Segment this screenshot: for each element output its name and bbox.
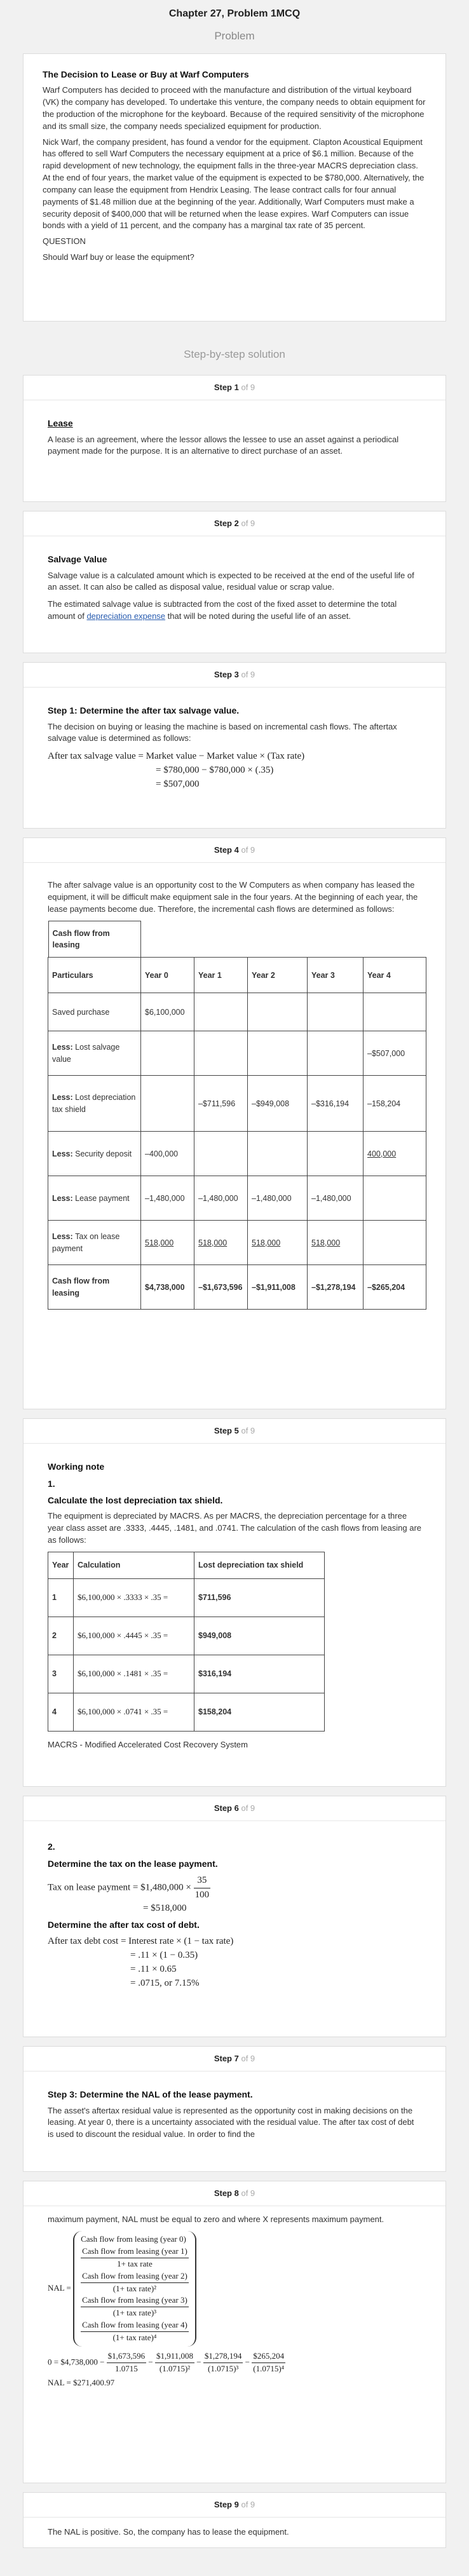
table-row: 3 $6,100,000 × .1481 × .35 = $316,194: [48, 1655, 325, 1693]
step-header: [24, 838, 445, 863]
step-count: of 9: [241, 2188, 255, 2199]
table-total-row: Cash flow from leasing $4,738,000 –$1,673,596 –$1,911,008 –$1,278,194 –$265,204: [48, 1265, 426, 1310]
step-text: The equipment is depreciated by MACRS. As per MACRS, the depreciation percentage for a three year class asset are .3333, .4445, .1481, and .0741. The calculation of the cash flows from leasing are as follows:: [48, 1511, 422, 1545]
step-header: [24, 663, 445, 688]
step-number: Step 1: [214, 383, 239, 393]
step-number: Step 5: [214, 1426, 239, 1436]
step-body: [24, 2071, 445, 2159]
step-body: [24, 863, 445, 1322]
step-header: [24, 1419, 445, 1444]
problem-heading: Problem: [214, 30, 255, 43]
step-body: [24, 400, 445, 475]
step-title: Determine the tax on the lease payment.: [48, 1858, 218, 1869]
table-row: Less: Security deposit –400,000 400,000: [48, 1132, 426, 1176]
problem-paragraph: Warf Computers has decided to proceed with the manufacture and distribution of the virtual keyboard (VK) the company has developed. To undertake this venture, the company needs to obtain equipment for the production of the microphone for the keyboard. Because of the required sensitivity of the microphone and its small size, the company needs specialized equipment for production.: [43, 85, 426, 131]
table-row: 4 $6,100,000 × .0741 × .35 = $158,204: [48, 1693, 325, 1731]
question-text: Should Warf buy or lease the equipment?: [43, 252, 194, 262]
step-number: Step 9: [214, 2500, 239, 2510]
step-title: Step 3: Determine the NAL of the lease payment.: [48, 2089, 253, 2100]
table-row: 1 $6,100,000 × .3333 × .35 = $711,596: [48, 1578, 325, 1617]
step-header: [24, 376, 445, 400]
step-card: [23, 662, 446, 829]
step-card: [23, 1418, 446, 1787]
step-text: A lease is an agreement, where the lessor allows the lessee to use an asset against a periodical payment made for the purpose. It is an alternative to direct purchase of an asset.: [48, 434, 399, 456]
step-count: of 9: [241, 383, 255, 393]
table-row: Less: Lease payment –1,480,000 –1,480,000 –1,480,000 –1,480,000: [48, 1176, 426, 1221]
step-body: [24, 536, 445, 641]
step-header: [24, 2493, 445, 2518]
item-number: 1.: [48, 1478, 55, 1489]
step-count: of 9: [241, 1426, 255, 1436]
step-card: [23, 1796, 446, 2037]
footnote: MACRS - Modified Accelerated Cost Recovery System: [48, 1739, 248, 1749]
step-number: Step 2: [214, 519, 239, 529]
problem-card: [23, 53, 446, 322]
depreciation-expense-link[interactable]: depreciation expense: [86, 611, 166, 621]
step-text: maximum payment, NAL must be equal to zero and where X represents maximum payment.: [48, 2214, 384, 2225]
step-header: [24, 2181, 445, 2206]
step-title: Step 1: Determine the after tax salvage value.: [48, 705, 240, 716]
step-title: Salvage Value: [48, 554, 107, 565]
step-text: The NAL is positive. So, the company has to lease the equipment.: [48, 2527, 289, 2537]
step-count: of 9: [241, 670, 255, 680]
step-card: [23, 2492, 446, 2548]
equation: Tax on lease payment = $1,480,000 × $\frac{35}{100}$ = $518,000: [48, 1874, 210, 1914]
step-header: [24, 2047, 445, 2071]
step-card: [23, 2181, 446, 2483]
step-card: [23, 837, 446, 1409]
step-header: [24, 1796, 445, 1821]
step-number: Step 3: [214, 670, 239, 680]
problem-paragraph: Nick Warf, the company president, has found a vendor for the equipment. Clapton Acoustical Equipment has offered to sell Warf Computers the necessary equipment at a price of $6.1 million. Because of the rapid development of new technology, the equipment falls in the three-year MACRS depreciation class. At the end of four years, the market value of the equipment is expected to be $780,000. Alternatively, the company can lease the equipment from Hendrix Leasing. The lease contract calls for four annual payments of $1.48 million due at the beginning of the year. Additionally, Warf Computers must make a security deposit of $400,000 that will be returned when the lease expires. Warf Computers can issue bonds with a yield of 11 percent, and the company has a marginal tax rate of 35 percent.: [43, 137, 425, 231]
nal-calculation: 0 = $4,738,000 − $\frac{\$1,673,596}{1.0715}$ − $\frac{\$1,911,008}{\text{(1.0715)²}}$ − $\frac{\$1,278,194}{\text{(1.0715)³}}$ − $\frac{\$265,204}{\text{(1.0715)⁴}}$: [48, 2350, 285, 2373]
table-caption: Cash flow from leasing: [48, 921, 141, 957]
step-number: Step 7: [214, 2054, 239, 2064]
step-text: The after salvage value is an opportunity cost to the W Computers as when company has leased the equipment, it will be difficult make equipment sale in the four years. At the beginning of each year, the lease payments become due. Therefore, the incremental cash flows are determined as follows:: [48, 880, 418, 914]
depreciation-table: [48, 1552, 325, 1732]
step-card: [23, 511, 446, 653]
step-body: [24, 1821, 445, 2003]
step-count: of 9: [241, 2500, 255, 2510]
equation: After tax salvage value = Market value − Market value × (Tax rate) = $780,000 − $780,000 × (.35) = $507,000: [48, 751, 305, 789]
step-text: Salvage value is a calculated amount which is expected to be received at the end of the useful life of an asset. It can also be called as disposal value, residual value or scrap value.: [48, 570, 414, 592]
step-title: Determine the after tax cost of debt.: [48, 1920, 200, 1930]
equation: After tax debt cost = Interest rate × (1 − tax rate) = .11 × (1 − 0.35) = .11 × 0.65 = .0715, or 7.15%: [48, 1936, 234, 1988]
step-text: The estimated salvage value is subtracted from the cost of the fixed asset to determine the total amount of depreciation expense that will be noted during the useful life of an asset.: [48, 599, 397, 621]
table-row: 2 $6,100,000 × .4445 × .35 = $949,008: [48, 1617, 325, 1655]
page-title: Chapter 27, Problem 1MCQ: [168, 8, 301, 19]
step-body: [24, 2206, 445, 2402]
step-body: [24, 1444, 445, 1768]
nal-result: NAL = $271,400.97: [48, 2378, 115, 2388]
step-count: of 9: [241, 845, 255, 855]
step-text: The decision on buying or leasing the machine is based on incremental cash flows. The aftertax salvage value is determined as follows:: [48, 721, 397, 743]
working-note-label: Working note: [48, 1461, 105, 1472]
item-number: 2.: [48, 1841, 55, 1852]
table-header-row: Particulars Year 0 Year 1 Year 2 Year 3 Year 4: [48, 958, 426, 993]
step-text: The asset's aftertax residual value is represented as the opportunity cost in making decisions on the leasing. At year 0, there is a uncertainty associated with the residual value. The after tax cost of debt is used to discount the residual value. In order to find the: [48, 2105, 414, 2139]
step-number: Step 4: [214, 845, 239, 855]
nal-formula: NAL = Cash flow from leasing (year 0) $\frac{\text{Cash flow from leasing (year 1)}}{\text{1+ tax rate}}$ $\frac{\text{Cash flow from leasing (year 2)}}{\text{(1+ tax rate)²}}$ $\frac{\text{Cash flow from leasing (year 3)}}{\text{(1+ tax rate)³}}$ $\frac{\text{Cash flow from leasing (year 4)}}{\text{(1+ tax rate)⁴}}$: [48, 2231, 421, 2347]
step-count: of 9: [241, 2054, 255, 2064]
step-body: [24, 688, 445, 804]
step-card: [23, 375, 446, 502]
step-card: [23, 2046, 446, 2172]
step-number: Step 8: [214, 2188, 239, 2199]
step-title: Lease: [48, 418, 73, 429]
step-title: Calculate the lost depreciation tax shield.: [48, 1495, 223, 1505]
step-body: [24, 2518, 445, 2556]
table-header-row: Year Calculation Lost depreciation tax shield: [48, 1552, 325, 1578]
step-count: of 9: [241, 519, 255, 529]
question-label: QUESTION: [43, 236, 86, 247]
table-row: Saved purchase $6,100,000: [48, 993, 426, 1031]
step-number: Step 6: [214, 1803, 239, 1813]
step-count: of 9: [241, 1803, 255, 1813]
problem-title: The Decision to Lease or Buy at Warf Computers: [43, 69, 249, 79]
cashflow-table: [48, 921, 426, 1310]
table-row: Less: Tax on lease payment 518,000 518,000 518,000 518,000: [48, 1221, 426, 1265]
step-header: [24, 512, 445, 536]
solution-heading: Step-by-step solution: [184, 348, 285, 360]
table-row: Less: Lost salvage value –$507,000: [48, 1031, 426, 1076]
table-row: Less: Lost depreciation tax shield –$711,596 –$949,008 –$316,194 –158,204: [48, 1076, 426, 1132]
